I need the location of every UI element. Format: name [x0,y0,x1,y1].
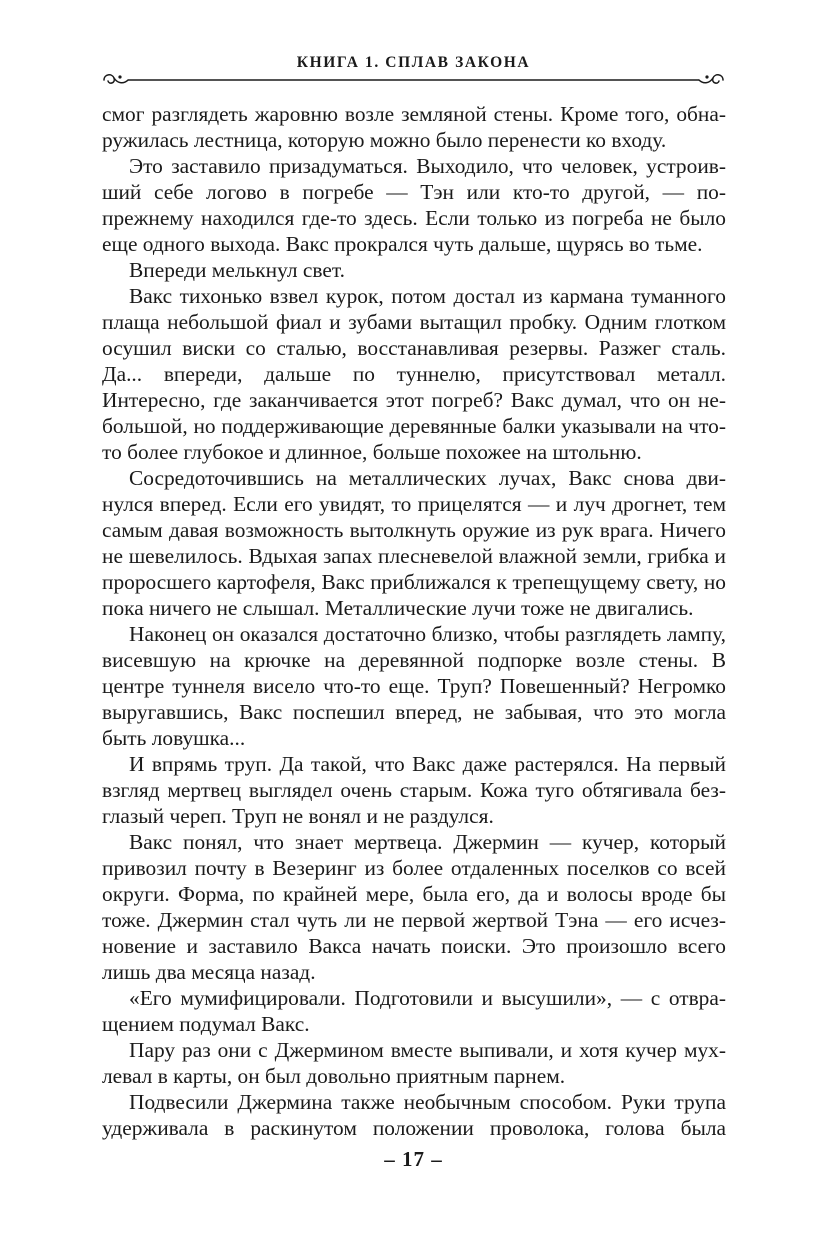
book-text [102,101,726,1141]
book-title: КНИГА 1. СПЛАВ ЗАКОНА [296,54,531,71]
paragraph: Пару раз они с Джермином вместе выпивали, и хотя кучер мухлевал в карты, он был довольно приятным парнем. [102,1038,726,1088]
paragraph: Вакс тихонько взвел курок, потом достал из кармана туманного плаща небольшой фиал и зубами вытащил пробку. Одним глотком осушил виски со сталью, восстанавливая резервы. Разжег сталь. Да... впереди, дальше по туннелю, присутствовал металл. Интересно, где заканчивается этот погреб? Вакс думал, что он небольшой, но поддерживающие деревянные балки указывали на что-то более глубокое и длинное, больше похожее на штольню. [102,284,726,464]
running-header [100,50,727,90]
paragraph: «Его мумифицировали. Подготовили и высушили», — с отвращением подумал Вакс. [102,986,726,1036]
page-number: – 17 – [384,1147,443,1171]
paragraph: Подвесили Джермина также необычным способом. Руки трупа удерживала в раскинутом положении проволока, голова была [102,1090,726,1140]
paragraph: Впереди мелькнул свет. [129,258,345,282]
paragraph: Сосредоточившись на металлических лучах, Вакс снова двинулся вперед. Если его увидят, то прицелятся — и луч дрогнет, тем самым давая возможность вытолкнуть оружие из рук врага. Ничего не шевелилось. Вдыхая запах плесневелой влажной земли, грибка и проросшего картофеля, Вакс приближался к трепещущему свету, но пока ничего не слышал. Металлические лучи тоже не двигались. [102,466,726,620]
paragraph: смог разглядеть жаровню возле земляной стены. Кроме того, обнаружилась лестница, которую можно было перенести ко входу. [102,102,726,152]
paragraph: Это заставило призадуматься. Выходило, что человек, устроивший себе логово в погребе — Тэн или кто-то другой, — попрежнему находился где-то здесь. Если только из погреба не было еще одного выхода. Вакс прокрался чуть дальше, щурясь во тьме. [102,154,726,256]
paragraph: И впрямь труп. Да такой, что Вакс даже растерялся. На первый взгляд мертвец выглядел очень старым. Кожа туго обтягивала безглазый череп. Труп не вонял и не раздулся. [102,752,726,828]
scroll-flourish-rule-icon [100,70,727,90]
paragraph: Вакс понял, что знает мертвеца. Джермин — кучер, который привозил почту в Везеринг из более отдаленных поселков со всей округи. Форма, по крайней мере, была его, да и волосы вроде бы тоже. Джермин стал чуть ли не первой жертвой Тэна — его исчезновение и заставило Вакса начать поиски. Это произошло всего лишь два месяца назад. [102,830,726,984]
paragraph: Наконец он оказался достаточно близко, чтобы разглядеть лампу, висевшую на крючке на деревянной подпорке возле стены. В центре туннеля висело что-то еще. Труп? Повешенный? Негромко выругавшись, Вакс поспешил вперед, не забывая, что это могла быть ловушка... [102,622,726,750]
